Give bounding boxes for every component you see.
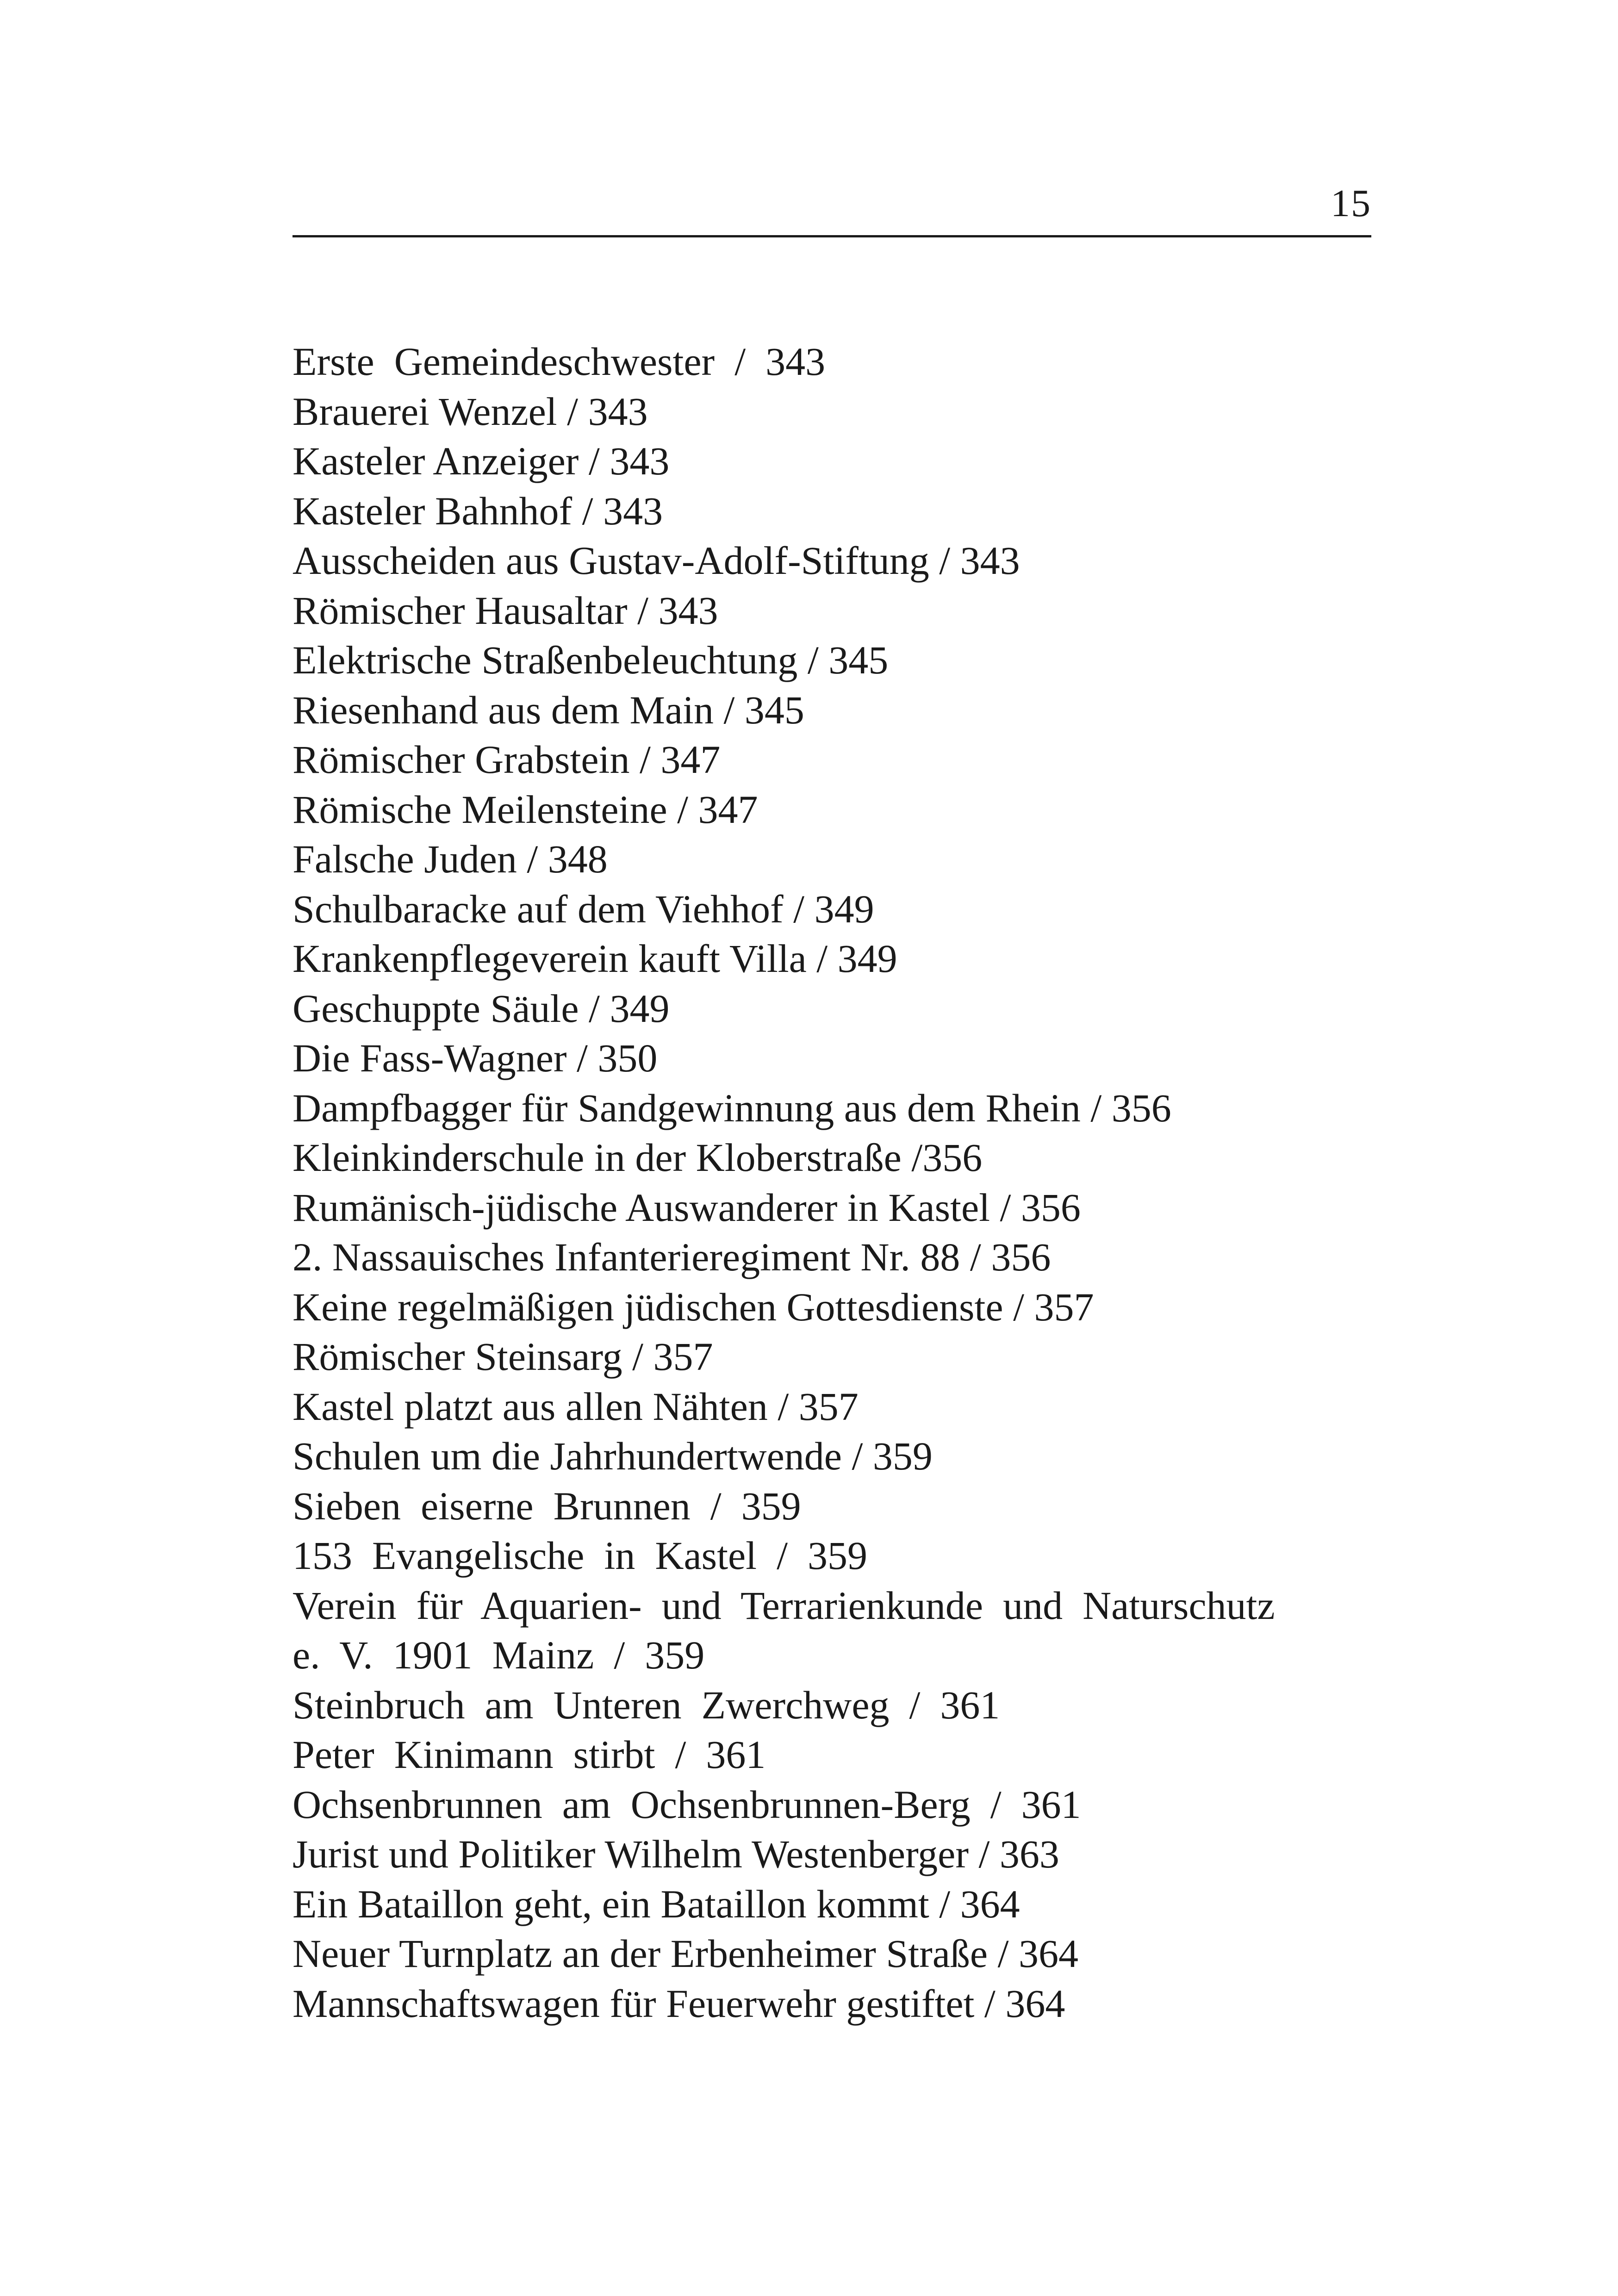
- toc-entry: e. V. 1901 Mainz / 359: [292, 1633, 705, 1677]
- header-rule: [292, 235, 1371, 237]
- toc-entry: Krankenpflegeverein kauft Villa / 349: [292, 936, 897, 981]
- toc-entry: Geschuppte Säule / 349: [292, 986, 670, 1031]
- toc-entry: Römischer Grabstein / 347: [292, 737, 721, 782]
- toc-entry: 153 Evangelische in Kastel / 359: [292, 1533, 867, 1578]
- toc-entry: Schulen um die Jahrhundertwende / 359: [292, 1434, 933, 1478]
- toc-entry: Elektrische Straßenbeleuchtung / 345: [292, 638, 889, 682]
- toc-entry: Peter Kinimann stirbt / 361: [292, 1732, 766, 1777]
- toc-entry: Ausscheiden aus Gustav-Adolf-Stiftung / 343: [292, 538, 1020, 583]
- table-of-contents: [292, 337, 1375, 2028]
- toc-entry: Kastel platzt aus allen Nähten / 357: [292, 1384, 859, 1429]
- toc-entry: Dampfbagger für Sandgewinnung aus dem Rhein / 356: [292, 1085, 1171, 1130]
- toc-entry: Mannschaftswagen für Feuerwehr gestiftet / 364: [292, 1981, 1065, 2026]
- toc-entry: Römischer Hausaltar / 343: [292, 588, 718, 633]
- page-number: 15: [1331, 182, 1371, 225]
- toc-entry: Kasteler Anzeiger / 343: [292, 439, 670, 483]
- toc-entry: Erste Gemeindeschwester / 343: [292, 339, 826, 384]
- toc-entry: Sieben eiserne Brunnen / 359: [292, 1483, 801, 1528]
- toc-entry: Ochsenbrunnen am Ochsenbrunnen-Berg / 361: [292, 1782, 1081, 1827]
- toc-entry: Kleinkinderschule in der Kloberstraße /356: [292, 1135, 983, 1180]
- toc-entry: Neuer Turnplatz an der Erbenheimer Straße / 364: [292, 1931, 1078, 1976]
- toc-entry: Steinbruch am Unteren Zwerchweg / 361: [292, 1682, 1000, 1727]
- toc-entry: Römische Meilensteine / 347: [292, 787, 758, 832]
- toc-entry: Jurist und Politiker Wilhelm Westenberger / 363: [292, 1832, 1059, 1876]
- toc-entry: Riesenhand aus dem Main / 345: [292, 687, 804, 732]
- toc-entry: Römischer Steinsarg / 357: [292, 1334, 713, 1379]
- toc-entry: Keine regelmäßigen jüdischen Gottesdienste / 357: [292, 1284, 1094, 1329]
- toc-entry: Die Fass-Wagner / 350: [292, 1036, 658, 1080]
- toc-entry: Falsche Juden / 348: [292, 837, 608, 881]
- toc-entry: Brauerei Wenzel / 343: [292, 389, 648, 434]
- toc-entry: Ein Bataillon geht, ein Bataillon kommt / 364: [292, 1881, 1020, 1926]
- toc-entry: Schulbaracke auf dem Viehhof / 349: [292, 886, 874, 931]
- toc-entry: 2. Nassauisches Infanterieregiment Nr. 88 / 356: [292, 1235, 1051, 1279]
- toc-entry: Kasteler Bahnhof / 343: [292, 488, 663, 533]
- toc-entry: Rumänisch-jüdische Auswanderer in Kastel / 356: [292, 1185, 1081, 1230]
- toc-entry: Verein für Aquarien- und Terrarienkunde und Naturschutz: [292, 1583, 1275, 1628]
